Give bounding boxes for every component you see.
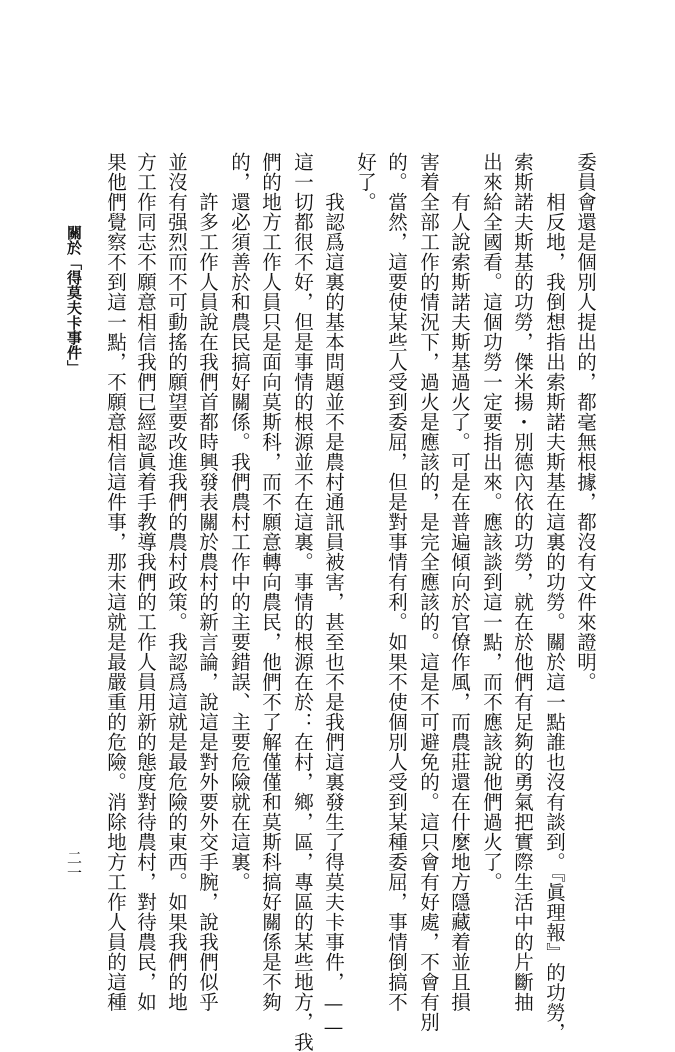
text-column-5: 有人說索斯諾夫斯基過火了。可是在普遍傾向於官僚作風，而農莊還在什麼地方隱藏着並且損 <box>448 192 471 1012</box>
text-column-6: 害着全部工作的情況下，過火是應該的，是完全應該的。這是不可避免的。這只會有好處，不會有別 <box>417 152 440 1032</box>
text-column-16: 果他們覺察不到這一點，不願意相信這件事，那末這就是最嚴重的危險。消除地方工作人員的這種 <box>104 152 127 1012</box>
text-column-14: 並沒有强烈而不可動搖的願望要改進我們的農村政策。我認爲這就是最危險的東西。如果我們的地 <box>165 152 188 1012</box>
text-column-8: 好了。 <box>354 152 377 212</box>
text-column-4: 出來給全國看。這個功勞一定要指出來。應該談到這一點，而不應該說他們過火了。 <box>480 152 503 892</box>
text-column-9: 我認爲這裏的基本問題並不是農村通訊員被害，甚至也不是我們這裏發生了得莫夫卡事件，—— <box>322 192 345 1039</box>
running-header: 關於「得莫夫卡事件」 <box>65 225 83 375</box>
text-column-12: 的，還必須善於和農民搞好關係。我們農村工作中的主要錯誤、主要危險就在這裏。 <box>228 152 251 892</box>
text-column-2: 相反地，我倒想指出索斯諾夫斯基在這裏的功勞。關於這一點誰也沒有談到。『眞理報』的功勞， <box>543 192 566 1043</box>
text-column-15: 方工作同志不願意相信我們已經認眞着手教導我們的工作人員用新的態度對待農村，對待農民，如 <box>134 152 157 1012</box>
text-column-7: 的。當然，這要使某些人受到委屈，但是對事情有利。如果不使個別人受到某種委屈，事情倒搞不 <box>385 152 408 1012</box>
text-column-3: 索斯諾夫斯基的功勞，傑米揚・別德內依的功勞，就在於他們有足夠的勇氣把實際生活中的片斷抽 <box>511 152 534 1012</box>
text-column-13: 許多工作人員說在我們首都時興發表關於農村的新言論，說這是對外要外交手腕，說我們似乎 <box>196 192 219 1012</box>
text-column-1: 委員會還是個別人提出的，都毫無根據，都沒有文件來證明。 <box>574 152 597 692</box>
text-column-11: 們的地方工作人員只是面向莫斯科，而不願意轉向農民，他們不了解僅僅和莫斯科搞好關係是不夠 <box>259 152 282 1012</box>
text-column-10: 這一切都很不好，但是事情的根源並不在這裏。事情的根源在於：在村，鄉，區，專區的某些地方，我 <box>291 152 314 1052</box>
page-number: 二一 <box>65 850 83 880</box>
